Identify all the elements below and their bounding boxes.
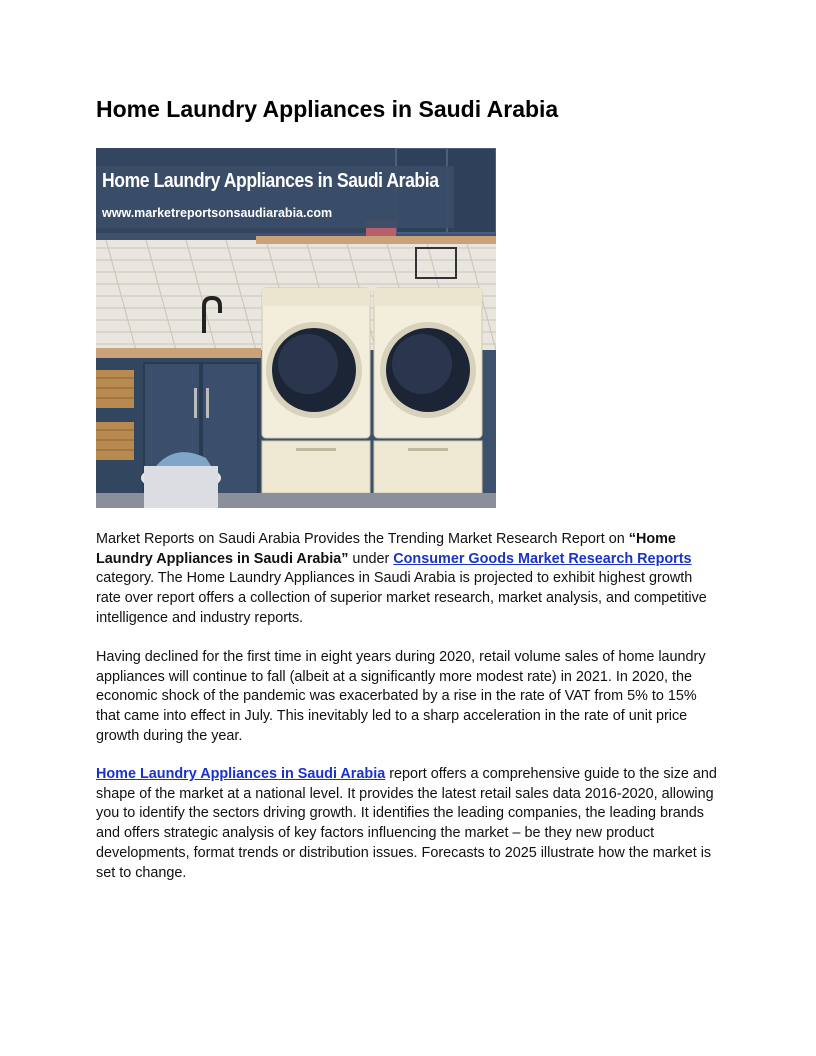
report-link[interactable]: Home Laundry Appliances in Saudi Arabia <box>96 766 386 782</box>
market-decline-paragraph: Having declined for the first time in eight years during 2020, retail volume sales of home laundry appliances will continue to fall (albeit at a significantly more modest rate) in 2021. In 2020, the economic shock of the pandemic was exacerbated by a rise in the rate of VAT from 5% to 15% that came into effect in July. This inevitably led to a sharp acceleration in the rate of unit price growth during the year. <box>96 649 706 744</box>
intro-rest: category. The Home Laundry Appliances in Saudi Arabia is projected to exhibit highest growth rate over report offers a collection of superior market research, market analysis, and competitive intelligence and industry reports. <box>96 570 707 626</box>
intro-paragraph <box>96 530 720 629</box>
banner-title: Home Laundry Appliances in Saudi Arabia <box>102 170 439 192</box>
page-title: Home Laundry Appliances in Saudi Arabia <box>96 96 559 122</box>
close-quote: ” <box>341 550 349 567</box>
report-overview-text: report offers a comprehensive guide to the size and shape of the market at a national level. It provides the latest retail sales data 2016-2020, allowing you to identify the sectors driving growth. It identifies the leading companies, the leading brands and offers strategic analysis of key factors influencing the market – be they new product developments, format trends or distribution issues. Forecasts to 2025 illustrate how the market is set to change. <box>96 766 717 881</box>
report-title-bold: Home Laundry Appliances in Saudi Arabia <box>96 531 676 567</box>
open-quote: “ <box>628 531 636 547</box>
laundry-room-image <box>96 148 496 508</box>
report-overview-paragraph <box>96 765 720 883</box>
consumer-goods-link[interactable]: Consumer Goods Market Research Reports <box>393 550 692 567</box>
laundry-illustration <box>96 148 496 508</box>
under-text: under <box>348 550 394 567</box>
intro-text: Market Reports on Saudi Arabia Provides the Trending Market Research Report on <box>96 531 629 547</box>
banner-url: www.marketreportsonsaudiarabia.com <box>102 206 333 220</box>
